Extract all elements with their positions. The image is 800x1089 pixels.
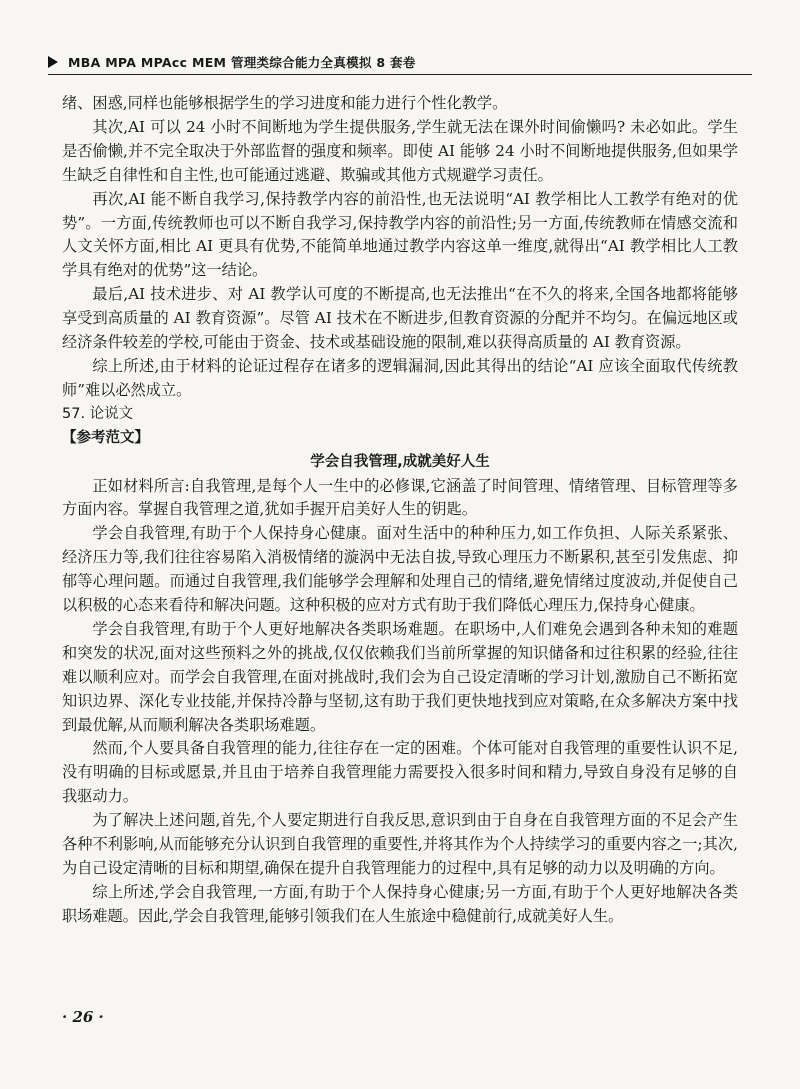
paragraph: 综上所述,学会自我管理,一方面,有助于个人保持身心健康;另一方面,有助于个人更好地解决各类职场难题。因此,学会自我管理,能够引领我们在人生旅途中稳健前行,成就美好人生。 [62, 882, 738, 925]
running-header [48, 50, 752, 75]
page-number: · 26 · [62, 1008, 104, 1026]
paragraph: 其次,AI 可以 24 小时不间断地为学生提供服务,学生就无法在课外时间偷懒吗? 未必如此。学生是否偷懒,并不完全取决于外部监督的强度和频率。即使 AI 能够 24 小时不间断地提供服务,但如果学生缺乏自律性和自主性,也可能通过逃避、欺骗或其他方式规避学习责任。 [62, 117, 738, 184]
paragraph: 正如材料所言:自我管理,是每个人一生中的必修课,它涵盖了时间管理、情绪管理、目标管理等多方面内容。掌握自我管理之道,犹如手握开启美好人生的钥匙。 [62, 476, 738, 519]
paragraph: 学会自我管理,有助于个人保持身心健康。面对生活中的种种压力,如工作负担、人际关系紧张、经济压力等,我们往往容易陷入消极情绪的漩涡中无法自拔,导致心理压力不断累积,甚至引发焦虑、抑郁等心理问题。而通过自我管理,我们能够学会理解和处理自己的情绪,避免情绪过度波动,并促使自己以积极的心态来看待和解决问题。这种积极的应对方式有助于我们降低心理压力,保持身心健康。 [62, 524, 738, 615]
question-label: 57. 论说文 [62, 405, 134, 422]
triangle-marker-icon [48, 56, 58, 68]
paragraph: 再次,AI 能不断自我学习,保持教学内容的前沿性,也无法说明“AI 教学相比人工教学有绝对的优势”。一方面,传统教师也可以不断自我学习,保持教学内容的前沿性;另一方面,传统教师在情感交流和人文关怀方面,相比 AI 更具有优势,不能简单地通过教学内容这单一维度,就得出“AI 教学相比人工教学具有绝对的优势”这一结论。 [62, 189, 738, 280]
paragraph: 最后,AI 技术进步、对 AI 教学认可度的不断提高,也无法推出“在不久的将来,全国各地都将能够享受到高质量的 AI 教育资源”。尽管 AI 技术在不断进步,但教育资源的分配并不均匀。在偏远地区或经济条件较差的学校,可能由于资金、技术或基础设施的限制,难以获得高质量的 AI 教育资源。 [62, 285, 738, 352]
essay-body [62, 475, 738, 929]
paragraph: 绪、困惑,同样也能够根据学生的学习进度和能力进行个性化教学。 [62, 94, 508, 112]
paragraph: 为了解决上述问题,首先,个人要定期进行自我反思,意识到由于自身在自我管理方面的不足会产生各种不利影响,从而能够充分认识到自我管理的重要性,并将其作为个人持续学习的重要内容之一;其次,为自己设定清晰的目标和期望,确保在提升自我管理能力的过程中,具有足够的动力以及明确的方向。 [62, 811, 738, 877]
paragraph: 综上所述,由于材料的论证过程存在诸多的逻辑漏洞,因此其得出的结论“AI 应该全面取代传统教师”难以必然成立。 [62, 356, 738, 399]
reference-label: 【参考范文】 [62, 429, 149, 446]
header-title: MBA MPA MPAcc MEM 管理类综合能力全真模拟 8 套卷 [68, 55, 416, 70]
essay-title: 学会自我管理,成就美好人生 [310, 453, 490, 470]
paragraph: 然而,个人要具备自我管理的能力,往往存在一定的困难。个体可能对自我管理的重要性认识不足,没有明确的目标或愿景,并且由于培养自我管理能力需要投入很多时间和精力,导致自身没有足够的自我驱动力。 [62, 739, 738, 806]
answer-section [62, 92, 738, 403]
paragraph: 学会自我管理,有助于个人更好地解决各类职场难题。在职场中,人们难免会遇到各种未知的难题和突发的状况,面对这些预料之外的挑战,仅仅依赖我们当前所掌握的知识储备和过往积累的经验,往往难以顺利应对。而学会自我管理,在面对挑战时,我们会为自己设定清晰的学习计划,激励自己不断拓宽知识边界、深化专业技能,并保持冷静与坚韧,这有助于我们更快地找到应对策略,在众多解决方案中找到最优解,从而顺利解决各类职场难题。 [62, 619, 738, 734]
page-content [62, 92, 738, 929]
